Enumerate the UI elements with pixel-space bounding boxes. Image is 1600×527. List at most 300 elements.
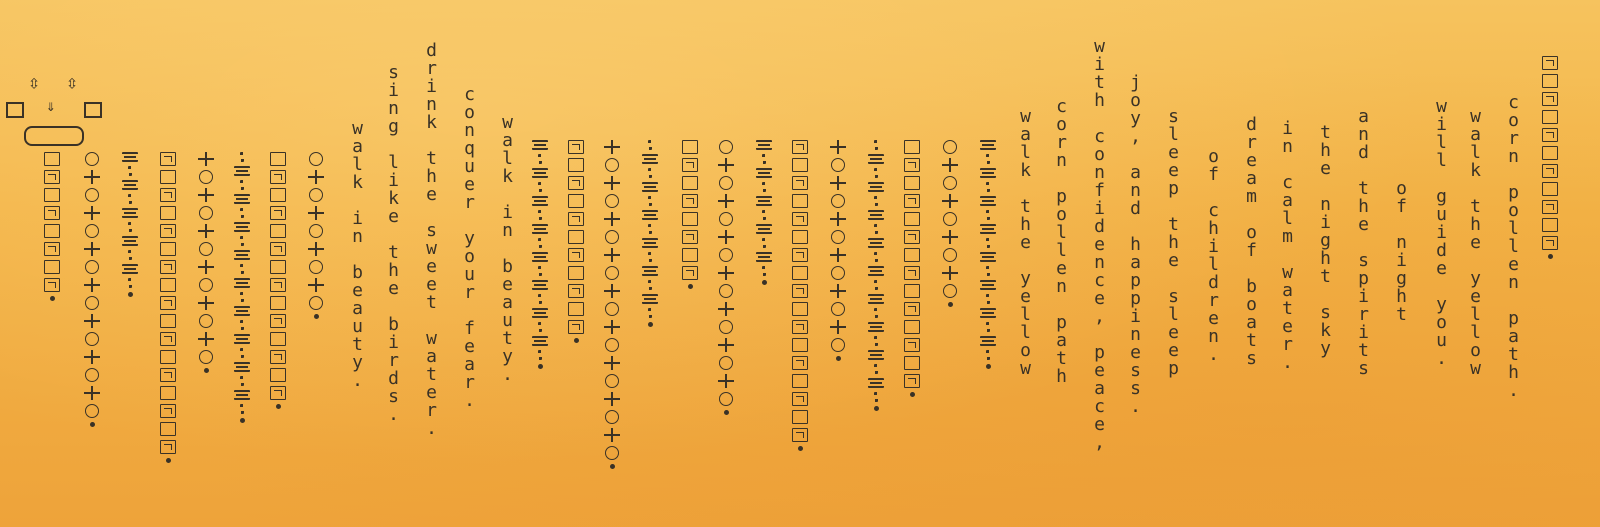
glyph-icon — [122, 236, 138, 246]
glyph-column — [566, 140, 586, 343]
glyph-icon — [240, 404, 244, 414]
glyph-column — [790, 140, 810, 451]
glyph-column — [120, 152, 140, 297]
glyph-icon — [122, 180, 138, 190]
glyph-icon — [904, 356, 920, 370]
glyph-icon — [792, 410, 808, 424]
glyph-icon — [538, 210, 542, 220]
glyph-icon — [792, 392, 808, 406]
nose-icon: ⇓ — [46, 96, 56, 115]
verse-column: joy, and happiness. — [1125, 72, 1146, 414]
glyph-icon — [270, 314, 286, 328]
glyph-icon — [85, 368, 99, 382]
glyph-icon — [792, 356, 808, 370]
verse-column: in calm water. — [1277, 118, 1298, 370]
glyph-icon — [868, 350, 884, 360]
glyph-icon — [568, 248, 584, 262]
glyph-icon — [868, 238, 884, 248]
glyph-icon — [605, 446, 619, 460]
glyph-icon — [605, 302, 619, 316]
glyph-icon — [605, 338, 619, 352]
glyph-icon — [719, 284, 733, 298]
glyph-icon — [874, 308, 878, 318]
glyph-icon — [1542, 128, 1558, 142]
glyph-icon — [199, 206, 213, 220]
glyph-icon — [234, 250, 250, 260]
period-glyph-icon — [986, 364, 991, 369]
glyph-icon — [309, 152, 323, 166]
glyph-column — [530, 140, 550, 369]
glyph-icon — [830, 248, 846, 262]
glyph-icon — [831, 338, 845, 352]
glyph-icon — [234, 278, 250, 288]
glyph-icon — [532, 140, 548, 150]
glyph-icon — [270, 296, 286, 310]
glyph-icon — [128, 194, 132, 204]
glyph-icon — [85, 404, 99, 418]
glyph-icon — [980, 168, 996, 178]
glyph-icon — [568, 284, 584, 298]
glyph-icon — [904, 248, 920, 262]
glyph-icon — [719, 176, 733, 190]
glyph-icon — [84, 314, 100, 328]
glyph-icon — [234, 334, 250, 344]
glyph-icon — [868, 154, 884, 164]
glyph-icon — [234, 166, 250, 176]
glyph-icon — [308, 170, 324, 184]
glyph-icon — [160, 332, 176, 346]
verse-column: the night sky — [1315, 122, 1336, 356]
glyph-icon — [1542, 92, 1558, 106]
glyph-icon — [904, 374, 920, 388]
glyph-icon — [874, 252, 878, 262]
glyph-icon — [240, 208, 244, 218]
glyph-icon — [160, 422, 176, 436]
glyph-column — [306, 152, 326, 319]
glyph-icon — [719, 392, 733, 406]
glyph-icon — [532, 336, 548, 346]
glyph-icon — [128, 278, 132, 288]
glyph-icon — [868, 294, 884, 304]
glyph-icon — [568, 176, 584, 190]
glyph-icon — [986, 182, 990, 192]
glyph-icon — [538, 350, 542, 360]
glyph-icon — [792, 374, 808, 388]
glyph-icon — [538, 238, 542, 248]
glyph-icon — [85, 152, 99, 166]
glyph-icon — [308, 206, 324, 220]
glyph-icon — [904, 230, 920, 244]
verse-column: walk the yellow — [1015, 106, 1036, 376]
glyph-icon — [270, 188, 286, 202]
glyph-icon — [160, 260, 176, 274]
glyph-icon — [198, 332, 214, 346]
glyph-icon — [904, 212, 920, 226]
glyph-icon — [904, 194, 920, 208]
glyph-icon — [648, 140, 652, 150]
glyph-icon — [642, 182, 658, 192]
glyph-icon — [868, 322, 884, 332]
glyph-icon — [831, 266, 845, 280]
glyph-icon — [160, 440, 176, 454]
glyph-column — [602, 140, 622, 469]
glyph-icon — [160, 296, 176, 310]
glyph-icon — [240, 180, 244, 190]
glyph-icon — [568, 158, 584, 172]
glyph-icon — [532, 196, 548, 206]
period-glyph-icon — [276, 404, 281, 409]
glyph-icon — [270, 332, 286, 346]
glyph-icon — [682, 266, 698, 280]
glyph-icon — [792, 140, 808, 154]
glyph-icon — [44, 170, 60, 184]
period-glyph-icon — [240, 418, 245, 423]
glyph-icon — [943, 284, 957, 298]
glyph-icon — [532, 168, 548, 178]
glyph-icon — [831, 158, 845, 172]
period-glyph-icon — [762, 280, 767, 285]
glyph-icon — [874, 392, 878, 402]
glyph-icon — [532, 280, 548, 290]
glyph-icon — [160, 368, 176, 382]
glyph-icon — [198, 260, 214, 274]
glyph-icon — [756, 140, 772, 150]
glyph-icon — [986, 322, 990, 332]
period-glyph-icon — [1548, 254, 1553, 259]
glyph-icon — [792, 212, 808, 226]
period-glyph-icon — [724, 410, 729, 415]
glyph-icon — [604, 392, 620, 406]
glyph-icon — [868, 266, 884, 276]
glyph-icon — [538, 294, 542, 304]
glyph-icon — [605, 158, 619, 172]
glyph-icon — [1542, 146, 1558, 160]
glyph-column — [716, 140, 736, 415]
glyph-icon — [719, 320, 733, 334]
period-glyph-icon — [128, 292, 133, 297]
glyph-icon — [198, 188, 214, 202]
glyph-icon — [605, 194, 619, 208]
glyph-icon — [874, 224, 878, 234]
glyph-icon — [682, 212, 698, 226]
glyph-icon — [792, 230, 808, 244]
period-glyph-icon — [688, 284, 693, 289]
glyph-icon — [986, 210, 990, 220]
glyph-icon — [270, 260, 286, 274]
glyph-icon — [309, 296, 323, 310]
glyph-icon — [538, 266, 542, 276]
glyph-icon — [642, 154, 658, 164]
glyph-icon — [160, 386, 176, 400]
glyph-icon — [986, 154, 990, 164]
glyph-icon — [942, 230, 958, 244]
glyph-icon — [792, 284, 808, 298]
left-ear-icon — [6, 102, 24, 118]
glyph-column — [196, 152, 216, 373]
glyph-icon — [792, 248, 808, 262]
glyph-icon — [270, 206, 286, 220]
verse-column: sleep the sleep — [1163, 106, 1184, 376]
glyph-icon — [904, 284, 920, 298]
glyph-icon — [980, 140, 996, 150]
glyph-icon — [1542, 74, 1558, 88]
glyph-icon — [980, 308, 996, 318]
glyph-icon — [568, 212, 584, 226]
glyph-icon — [270, 152, 286, 166]
glyph-icon — [1542, 164, 1558, 178]
glyph-icon — [160, 314, 176, 328]
glyph-icon — [270, 242, 286, 256]
glyph-icon — [160, 404, 176, 418]
glyph-icon — [719, 248, 733, 262]
glyph-icon — [682, 248, 698, 262]
glyph-icon — [718, 194, 734, 208]
glyph-icon — [874, 168, 878, 178]
verse-column: dream of boats — [1241, 114, 1262, 366]
glyph-icon — [84, 278, 100, 292]
glyph-icon — [44, 224, 60, 238]
glyph-icon — [792, 428, 808, 442]
glyph-icon — [234, 362, 250, 372]
glyph-icon — [532, 224, 548, 234]
glyph-icon — [874, 280, 878, 290]
glyph-icon — [682, 140, 698, 154]
glyph-icon — [648, 224, 652, 234]
glyph-icon — [160, 224, 176, 238]
glyph-icon — [160, 350, 176, 364]
glyph-icon — [568, 194, 584, 208]
verse-column: of night — [1391, 178, 1412, 322]
glyph-icon — [85, 224, 99, 238]
glyph-icon — [648, 252, 652, 262]
glyph-icon — [682, 194, 698, 208]
glyph-column — [1540, 56, 1560, 259]
glyph-icon — [642, 238, 658, 248]
glyph-icon — [605, 374, 619, 388]
glyph-icon — [270, 278, 286, 292]
verse-column: walk in beauty. — [497, 112, 518, 382]
glyph-column — [978, 140, 998, 369]
glyph-icon — [128, 250, 132, 260]
glyph-icon — [604, 248, 620, 262]
glyph-icon — [199, 314, 213, 328]
glyph-icon — [122, 152, 138, 162]
glyph-icon — [756, 252, 772, 262]
glyph-icon — [980, 224, 996, 234]
glyph-icon — [648, 196, 652, 206]
glyph-icon — [942, 194, 958, 208]
period-glyph-icon — [910, 392, 915, 397]
glyph-icon — [642, 294, 658, 304]
right-eye-icon: ⇳ — [66, 70, 79, 94]
glyph-icon — [1542, 200, 1558, 214]
glyph-icon — [904, 302, 920, 316]
glyph-icon — [792, 302, 808, 316]
glyph-icon — [198, 152, 214, 166]
glyph-icon — [648, 280, 652, 290]
period-glyph-icon — [874, 406, 879, 411]
glyph-icon — [942, 158, 958, 172]
glyph-icon — [160, 278, 176, 292]
glyph-icon — [904, 320, 920, 334]
face-figure — [6, 70, 102, 150]
glyph-column — [640, 140, 660, 327]
glyph-icon — [868, 378, 884, 388]
glyph-icon — [756, 168, 772, 178]
glyph-icon — [604, 212, 620, 226]
glyph-icon — [85, 296, 99, 310]
glyph-icon — [568, 230, 584, 244]
glyph-icon — [309, 224, 323, 238]
glyph-icon — [122, 208, 138, 218]
glyph-icon — [1542, 110, 1558, 124]
glyph-icon — [830, 176, 846, 190]
glyph-icon — [234, 194, 250, 204]
glyph-column — [902, 140, 922, 397]
period-glyph-icon — [574, 338, 579, 343]
glyph-icon — [980, 252, 996, 262]
glyph-icon — [682, 176, 698, 190]
glyph-icon — [874, 336, 878, 346]
glyph-icon — [604, 320, 620, 334]
glyph-icon — [830, 320, 846, 334]
glyph-icon — [986, 238, 990, 248]
glyph-icon — [270, 170, 286, 184]
glyph-icon — [648, 168, 652, 178]
glyph-icon — [792, 176, 808, 190]
glyph-icon — [1542, 56, 1558, 70]
glyph-icon — [830, 212, 846, 226]
glyph-column — [268, 152, 288, 409]
glyph-icon — [199, 278, 213, 292]
glyph-icon — [308, 242, 324, 256]
glyph-column — [158, 152, 178, 463]
glyph-icon — [1542, 218, 1558, 232]
glyph-icon — [718, 230, 734, 244]
glyph-column — [42, 152, 62, 301]
glyph-icon — [642, 210, 658, 220]
glyph-icon — [308, 278, 324, 292]
glyph-icon — [568, 140, 584, 154]
glyph-icon — [240, 348, 244, 358]
glyph-icon — [718, 158, 734, 172]
glyph-icon — [682, 158, 698, 172]
glyph-icon — [532, 308, 548, 318]
glyph-column — [232, 152, 252, 423]
left-eye-icon: ⇳ — [28, 70, 41, 94]
glyph-icon — [943, 176, 957, 190]
right-ear-icon — [84, 102, 102, 118]
glyph-icon — [44, 242, 60, 256]
period-glyph-icon — [798, 446, 803, 451]
glyph-icon — [568, 266, 584, 280]
glyph-icon — [762, 154, 766, 164]
glyph-icon — [309, 188, 323, 202]
glyph-icon — [756, 196, 772, 206]
glyph-icon — [943, 212, 957, 226]
glyph-icon — [240, 152, 244, 162]
glyph-icon — [831, 194, 845, 208]
glyph-icon — [84, 170, 100, 184]
glyph-icon — [718, 266, 734, 280]
glyph-icon — [831, 230, 845, 244]
glyph-icon — [868, 182, 884, 192]
period-glyph-icon — [648, 322, 653, 327]
glyph-icon — [240, 376, 244, 386]
glyph-icon — [199, 170, 213, 184]
glyph-icon — [84, 350, 100, 364]
verse-column: with confidence, peace, — [1089, 36, 1110, 450]
glyph-icon — [718, 338, 734, 352]
glyph-icon — [160, 188, 176, 202]
period-glyph-icon — [50, 296, 55, 301]
glyph-icon — [270, 386, 286, 400]
glyph-icon — [270, 350, 286, 364]
verse-column: and the spirits — [1353, 106, 1374, 376]
glyph-icon — [756, 224, 772, 234]
glyph-icon — [648, 308, 652, 318]
glyph-icon — [762, 266, 766, 276]
glyph-icon — [792, 320, 808, 334]
glyph-icon — [160, 242, 176, 256]
glyph-icon — [240, 236, 244, 246]
glyph-icon — [198, 296, 214, 310]
verse-column: corn pollen path — [1051, 96, 1072, 384]
period-glyph-icon — [90, 422, 95, 427]
verse-column: drink the sweet water. — [421, 40, 442, 436]
glyph-icon — [718, 374, 734, 388]
glyph-icon — [830, 284, 846, 298]
glyph-icon — [604, 428, 620, 442]
glyph-icon — [792, 266, 808, 280]
glyph-icon — [44, 188, 60, 202]
glyph-icon — [538, 182, 542, 192]
verse-column: walk in beauty. — [347, 118, 368, 388]
glyph-column — [680, 140, 700, 289]
glyph-icon — [719, 212, 733, 226]
glyph-icon — [943, 248, 957, 262]
period-glyph-icon — [610, 464, 615, 469]
glyph-icon — [44, 260, 60, 274]
glyph-icon — [604, 284, 620, 298]
glyph-icon — [718, 302, 734, 316]
glyph-icon — [792, 158, 808, 172]
glyph-icon — [85, 332, 99, 346]
glyph-icon — [568, 302, 584, 316]
glyph-icon — [128, 222, 132, 232]
glyph-icon — [605, 230, 619, 244]
glyph-icon — [868, 210, 884, 220]
glyph-icon — [604, 356, 620, 370]
glyph-icon — [719, 140, 733, 154]
glyph-icon — [986, 266, 990, 276]
glyph-icon — [904, 176, 920, 190]
glyph-icon — [234, 222, 250, 232]
glyph-icon — [84, 386, 100, 400]
glyph-icon — [199, 242, 213, 256]
glyph-icon — [84, 206, 100, 220]
mouth-icon — [24, 126, 84, 146]
glyph-icon — [122, 264, 138, 274]
glyph-column — [866, 140, 886, 411]
glyph-icon — [792, 338, 808, 352]
glyph-icon — [874, 140, 878, 150]
glyph-icon — [240, 320, 244, 330]
glyph-icon — [198, 224, 214, 238]
period-glyph-icon — [204, 368, 209, 373]
glyph-icon — [719, 356, 733, 370]
glyph-icon — [605, 266, 619, 280]
